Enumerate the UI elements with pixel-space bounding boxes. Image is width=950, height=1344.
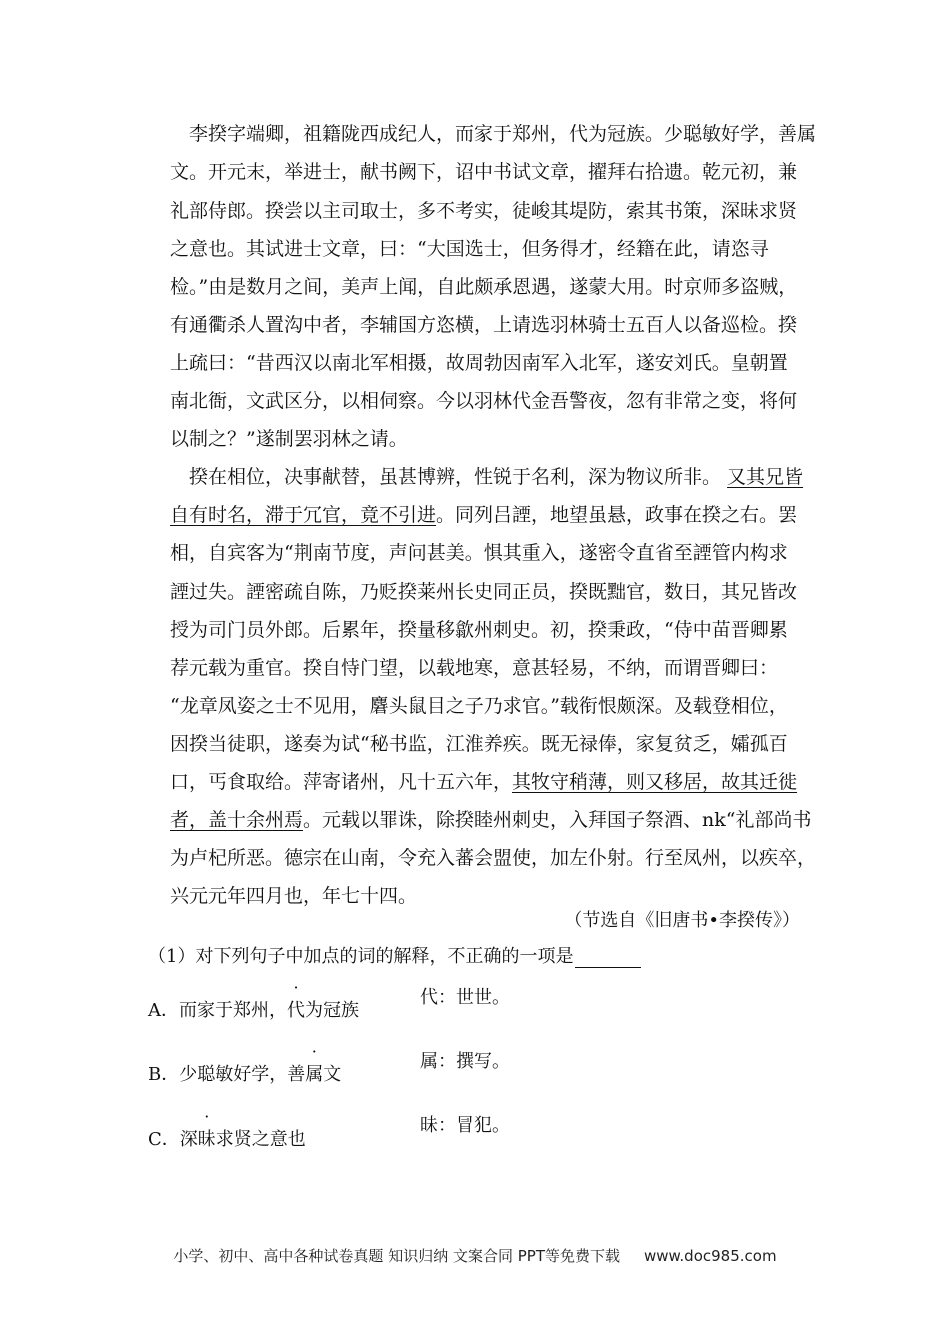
passage-text: 揆在相位，决事献替，虽甚博辨，性锐于名利，深为物议所非。 [170, 466, 728, 488]
passage-line: 之意也。其试进士文章，曰：“大国选士，但务得才，经籍在此，请恣寻 [170, 238, 769, 260]
passage-line: 相，自宾客为“荆南节度，声问甚美。惧其重入，遂密令直省至諲管内构求 [170, 542, 788, 564]
question-stem [148, 942, 641, 968]
passage-text: 。元载以罪诛，除揆睦州刺史，入拜国子祭酒、nk“礼部尚书 [303, 809, 812, 831]
passage-source: （节选自《旧唐书•李揆传》） [564, 910, 800, 931]
option-letter: C． [148, 1129, 180, 1150]
passage-line: 检。”由是数月之间，美声上闻，自此颇承恩遇，遂蒙大用。时京师多盗贼， [170, 276, 798, 298]
option-explanation: 代：世世。 [420, 987, 510, 1008]
passage-line: 李揆字端卿，祖籍陇西成纪人，而家于郑州，代为冠族。少聪敏好学，善属 [170, 123, 817, 145]
option-letter: A． [148, 1000, 179, 1021]
passage-line: 因揆当徒职，遂奏为试“秘书监，江淮养疾。既无禄俸，家复贫乏，孀孤百 [170, 733, 788, 755]
passage-line: “龙章凤姿之士不见用，麏头鼠目之子乃求官。”载衔恨颇深。及载登相位， [170, 695, 788, 717]
option-text: 文 [323, 1064, 342, 1085]
question-text: （1）对下列句子中加点的词的解释，不正确的一项是 [148, 946, 574, 967]
passage-line: 諲过失。諲密疏自陈，乃贬揆莱州长史同正员，揆既黜官，数日，其兄皆改 [170, 581, 798, 603]
underlined-sentence: 其牧守稍薄，则又移居，故其迁徙 [512, 771, 798, 793]
passage-line: 兴元元年四月也，年七十四。 [170, 885, 418, 907]
underlined-sentence: 者，盖十余州焉 [170, 809, 304, 831]
page-footer [0, 1245, 950, 1266]
passage-line: 以制之？”遂制罢羽林之请。 [170, 428, 408, 450]
option-text: 求贤之意也 [215, 1129, 306, 1150]
dotted-word: 属 [305, 1064, 324, 1085]
passage-line [170, 465, 803, 489]
option-text: 少聪敏好学，善 [179, 1064, 306, 1085]
passage-line: 有通衢杀人置沟中者，李辅国方恣横，上请选羽林骑士五百人以备巡检。揆 [170, 314, 798, 336]
option-sentence [148, 996, 359, 1022]
passage-line [170, 503, 797, 527]
passage-text: 。同列吕諲，地望虽悬，政事在揆之右。罢 [436, 504, 798, 526]
passage-line [170, 808, 811, 832]
option-letter: B． [148, 1064, 180, 1085]
footer-link[interactable]: www.doc985.com [643, 1247, 777, 1265]
passage-line: 授为司门员外郎。后累年，揆量移歙州刺史。初，揆秉政，“侍中苗晋卿累 [170, 619, 788, 641]
option-sentence [148, 1125, 306, 1151]
passage-line: 南北衙，文武区分，以相伺察。今以羽林代金吾警夜，忽有非常之变，将何 [170, 390, 798, 412]
underlined-sentence: 又其兄皆 [727, 466, 804, 488]
passage-line: 荐元载为重官。揆自恃门望，以载地寒，意甚轻易，不纳，而谓晋卿曰： [170, 657, 779, 679]
dotted-word: 代 [287, 1000, 305, 1021]
underlined-sentence: 自有时名，滞于冗官，竟不引进 [170, 504, 437, 526]
option-text: 为冠族 [305, 1000, 359, 1021]
passage-line: 为卢杞所恶。德宗在山南，令充入蕃会盟使，加左仆射。行至凤州，以疾卒， [170, 847, 817, 869]
option-text: 而家于郑州， [179, 1000, 287, 1021]
passage-line: 礼部侍郎。揆尝以主司取士，多不考实，徒峻其堤防，索其书策，深昧求贤 [170, 200, 798, 222]
option-sentence [148, 1060, 341, 1086]
option-explanation: 昧：冒犯。 [420, 1115, 510, 1136]
footer-text: 小学、初中、高中各种试卷真题 知识归纳 文案合同 PPT等免费下载 [173, 1247, 620, 1265]
answer-blank[interactable] [575, 949, 641, 968]
dotted-word: 昧 [197, 1129, 216, 1150]
passage-line: 文。开元末，举进士，献书阙下，诏中书试文章，擢拜右拾遗。乾元初，兼 [170, 161, 798, 183]
option-explanation: 属：撰写。 [420, 1051, 510, 1072]
passage-line [170, 770, 797, 794]
passage-text: 口，丐食取给。萍寄诸州，凡十五六年， [170, 771, 513, 793]
option-text: 深 [179, 1129, 198, 1150]
passage-line: 上疏曰：“昔西汉以南北军相摄，故周勃因南军入北军，遂安刘氏。皇朝置 [170, 352, 788, 374]
